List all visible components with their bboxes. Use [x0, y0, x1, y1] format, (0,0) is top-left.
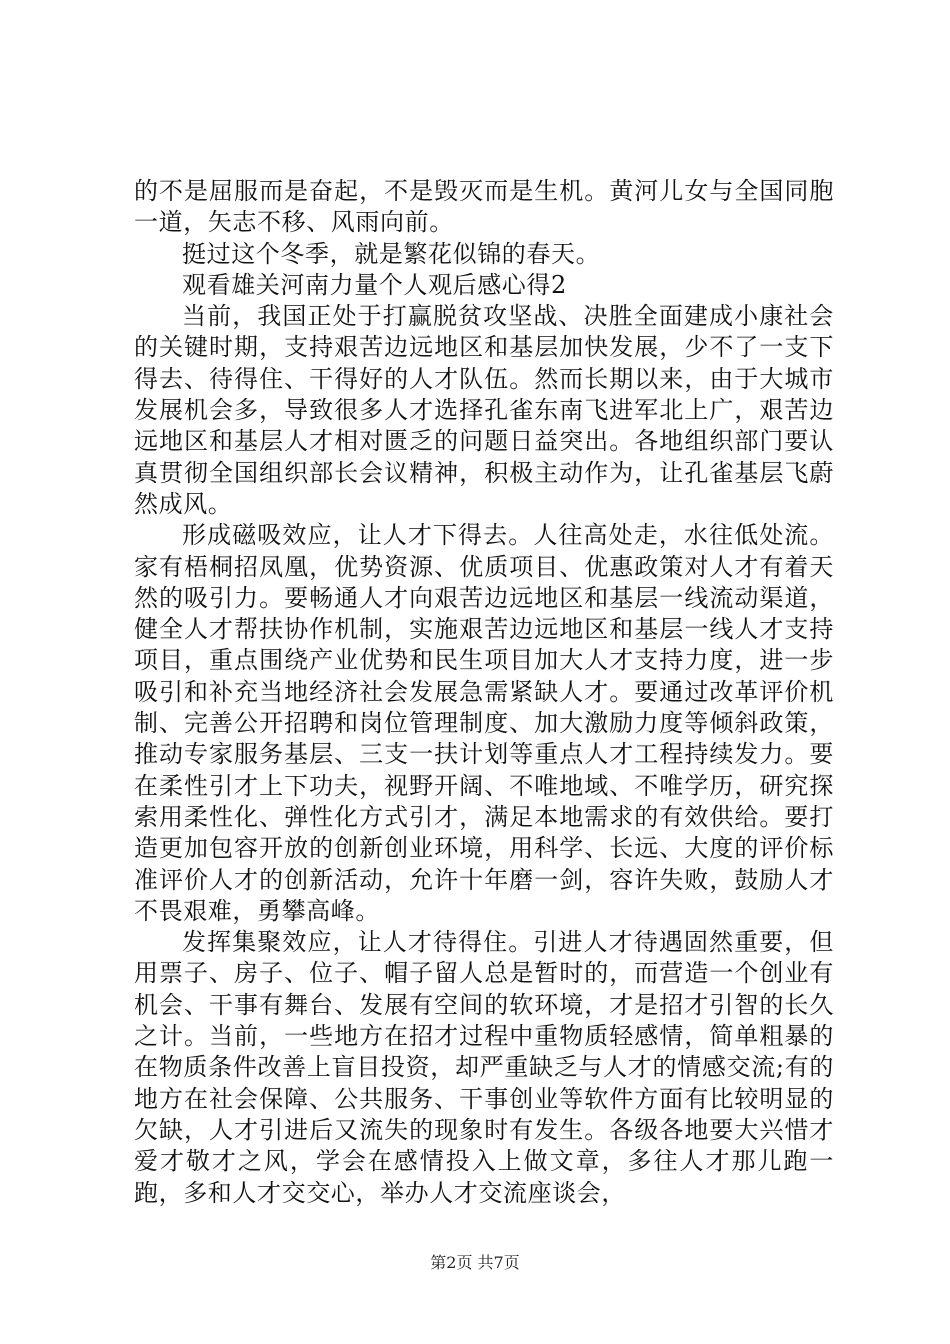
paragraph-spring: 挺过这个冬季，就是繁花似锦的春天。 [182, 239, 601, 268]
section-heading: 观看雄关河南力量个人观后感心得2 [182, 270, 567, 299]
page-footer: 第2页 共7页 [430, 1253, 520, 1272]
paragraph-cluster-effect: 发挥集聚效应，让人才待得住。引进人才待遇固然重要，但用票子、房子、位子、帽子留人总是暂时的，而营造一个创业有机会、干事有舞台、发展有空间的软环境，才是招才引智的长久之计。当前，一些地方在招才过程中重物质轻感情，简单粗暴的在物质条件改善上盲目投资，却严重缺乏与人才的情感交流;有的地方在社会保障、公共服务、干事创业等软件方面有比较明显的欠缺，人才引进后又流失的现象时有发生。各级各地要大兴惜才爱才敬才之风，学会在感情投入上做文章，多往人才那儿跑一跑，多和人才交交心，举办人才交流座谈会， [134, 928, 834, 1207]
body-text [134, 176, 834, 1209]
paragraph-magnet-effect: 形成磁吸效应，让人才下得去。人往高处走，水往低处流。家有梧桐招凤凰，优势资源、优质项目、优惠政策对人才有着天然的吸引力。要畅通人才向艰苦边远地区和基层一线流动渠道，健全人才帮扶协作机制，实施艰苦边远地区和基层一线人才支持项目，重点围绕产业优势和民生项目加大人才支持力度，进一步吸引和补充当地经济社会发展急需紧缺人才。要通过改革评价机制、完善公开招聘和岗位管理制度、加大激励力度等倾斜政策，推动专家服务基层、三支一扶计划等重点人才工程持续发力。要在柔性引才上下功夫，视野开阔、不唯地域、不唯学历，研究探索用柔性化、弹性化方式引才，满足本地需求的有效供给。要打造更加包容开放的创新创业环境，用科学、长远、大度的评价标准评价人才的创新活动，允许十年磨一剑，容许失败，鼓励人才不畏艰难，勇攀高峰。 [134, 521, 834, 925]
paragraph-intro: 当前，我国正处于打赢脱贫攻坚战、决胜全面建成小康社会的关键时期，支持艰苦边远地区和基层加快发展，少不了一支下得去、待得住、干得好的人才队伍。然而长期以来，由于大城市发展机会多，导致很多人才选择孔雀东南飞进军北上广，艰苦边远地区和基层人才相对匮乏的问题日益突出。各地组织部门要认真贯彻全国组织部长会议精神，积极主动作为，让孔雀基层飞蔚然成风。 [134, 302, 834, 518]
paragraph-continuation: 的不是屈服而是奋起，不是毁灭而是生机。黄河儿女与全国同胞一道，矢志不移、风雨向前。 [134, 177, 834, 237]
